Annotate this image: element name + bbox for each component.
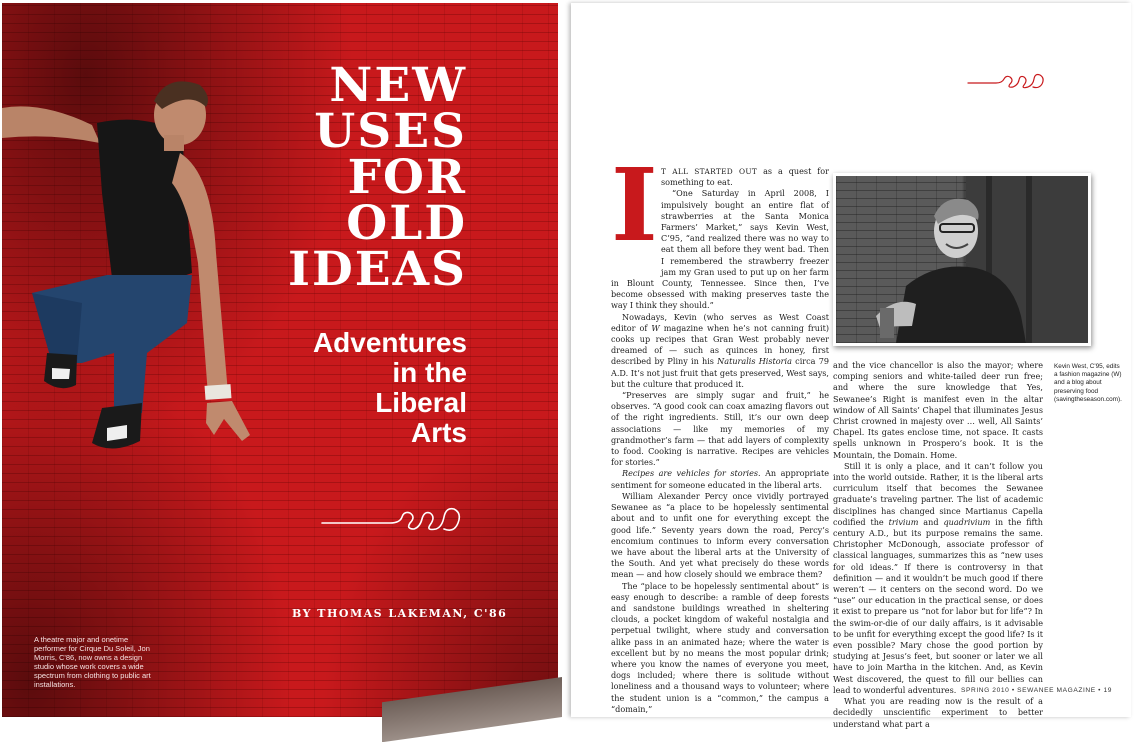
paragraph: The “place to be hopelessly sentimental about” is easy enough to describe: a ramble of deep forests and sandstone buildings wreathed in sheltering clouds, a pocket kingdom of wakeful nostalgia and perpetual twilight, where study and conversation alike pass in an animated haze; where the water is excellent but by no means the most popular drink; where you know the names of everyone you meet, dogs included; where there is solitude without loneliness and a thousand ways to volunteer; where the student union is a “common,” the campus a “domain,” xyxy=(611,580,829,714)
page-folio: SPRING 2010 • SEWANEE MAGAZINE • 19 xyxy=(961,687,1113,694)
flourish-ornament-icon xyxy=(320,501,470,541)
subhead-line: Adventures xyxy=(312,327,467,358)
headline-line: IDEAS xyxy=(288,242,467,297)
italic-run: W xyxy=(651,322,660,333)
headline-line: OLD xyxy=(346,196,467,251)
portrait-figure xyxy=(836,176,1088,343)
paragraph: “One Saturday in April 2008, I impulsively bought an entire flat of strawberries at the Santa Monica Farmers’ Market,” says Kevin West, C’95, “and realized there was no way to eat them all before they went bad. Then I remembered the strawberry freezer jam my Gran used to put up on her farm in Blount County, Tennessee. Since then, I’ve become obsessed with making preserves taste the way I think they should.” xyxy=(611,188,829,311)
dropcap: I xyxy=(611,146,658,264)
headline xyxy=(272,58,467,297)
text-run: as a quest for something to eat. xyxy=(661,166,829,188)
text-run: Still it is only a place, and it can’t follow you into the world outside. Rather, it is the liberal arts curriculum itself that becomes the Sewanee graduate’s traveling partner. The list of academic disciplines has changed since Martianus Capella codified the xyxy=(833,460,1043,527)
text-run: Nowadays, Kevin (who serves as West Coast editor of xyxy=(611,311,829,333)
paragraph: What you are reading now is the result of a decidedly unscientific experiment to better understand what part a xyxy=(833,696,1043,729)
paragraph xyxy=(611,312,829,390)
lead-in: T ALL STARTED OUT xyxy=(661,167,758,176)
text-run: An appropriate sentiment for someone educated in the liberal arts. xyxy=(611,468,830,490)
headline-line: NEW xyxy=(329,58,467,113)
text-run: and xyxy=(918,516,944,527)
portrait-photo-frame xyxy=(833,173,1091,346)
article-column-2 xyxy=(833,360,1043,730)
paragraph xyxy=(611,468,829,490)
subheadline xyxy=(272,328,467,448)
portrait-caption: Kevin West, C'95, edits a fashion magazine (W) and a blog about preserving food (savingtheseason.com). xyxy=(1054,363,1122,403)
article-page xyxy=(571,3,1131,729)
paragraph: “Preserves are simply sugar and fruit,” he observes. “A good cook can coax amazing flavors out of the right ingredients. Still, it’s our own deep associations — like my memories of my grandmother’s farm — that add layers of complexity to food. Cooking is narrative. Recipes are vehicles for stories.” xyxy=(611,390,829,468)
flourish-ornament-icon xyxy=(966,71,1046,93)
italic-run: quadrivium xyxy=(943,516,991,527)
paragraph: and the vice chancellor is also the mayor; where comping seniors and white-tailed deer run free; and where the sure knowledge that Yes, Sewanee’s Right is manifest even in the altar window of All Saints’ Chapel that illuminates Jesus Christ crowned in majesty over … well, All Saints’ Chapel. Its gates enclose time, not space. It casts spells unknown in Prospero’s book. It is the Mountain, the Domain. Home. xyxy=(833,360,1043,460)
italic-run: Recipes are vehicles for stories. xyxy=(622,468,761,479)
paragraph: William Alexander Percy once vividly portrayed Sewanee as “a place to be hopelessly sentimental about and to unfit one for everything except the good life.” Seventy years down the road, Percy’s encomium continues to inform every conversation we have about the liberal arts at the University of the South. And yet what precisely do these words mean — and how closely should we embrace them? xyxy=(611,490,829,580)
italic-run: trivium xyxy=(888,516,919,527)
performer-photo xyxy=(2,63,282,483)
byline: BY THOMAS LAKEMAN, C'86 xyxy=(292,607,508,620)
subhead-line: Liberal xyxy=(375,387,467,418)
subhead-line: in the xyxy=(392,357,467,388)
headline-line: FOR xyxy=(347,150,467,205)
subhead-line: Arts xyxy=(410,417,467,448)
sidewalk xyxy=(382,677,562,742)
photo-caption: A theatre major and onetime performer for Cirque Du Soleil, Jon Morris, C'86, now owns a design studio whose work covers a wide spectrum from clothing to public art installations. xyxy=(34,635,151,689)
portrait-photo xyxy=(836,176,1088,343)
headline-line: USES xyxy=(314,104,467,159)
text-run: in the fifth century A.D., but its purpose remains the same. Christopher McDonough, associate professor of classical languages, summarizes this as “new uses for old ideas.” If there is controversy in that definition — and it wouldn’t be much good if there weren’t — it centers on the second word. Do we “use” our education in the practical sense, or does it exist to prepare us “not for labor but for life”? In the swim-or-die of our daily affairs, is it advisable to be unfit for everything except the good life? Is it even possible? Mary chose the good portion by studying at Jesus’s feet, but sooner or later we all have to join Martha in the kitchen. And, as Kevin West discovered, the quest to fill our bellies can lead to wonderful adventures. xyxy=(833,516,1043,695)
italic-run: Naturalis Historia xyxy=(717,356,792,367)
article-column-1 xyxy=(611,146,830,715)
paragraph xyxy=(833,461,1043,696)
text-run: circa 79 A.D. It’s not just fruit that gets preserved, West says, but the culture that produced it. xyxy=(611,356,830,389)
cover-photo-page xyxy=(2,3,558,717)
text-run: magazine when he’s not canning fruit) cooks up recipes that Gran West probably never dreamed of — such as quinces in honey, first described by Pliny in his xyxy=(611,322,829,367)
